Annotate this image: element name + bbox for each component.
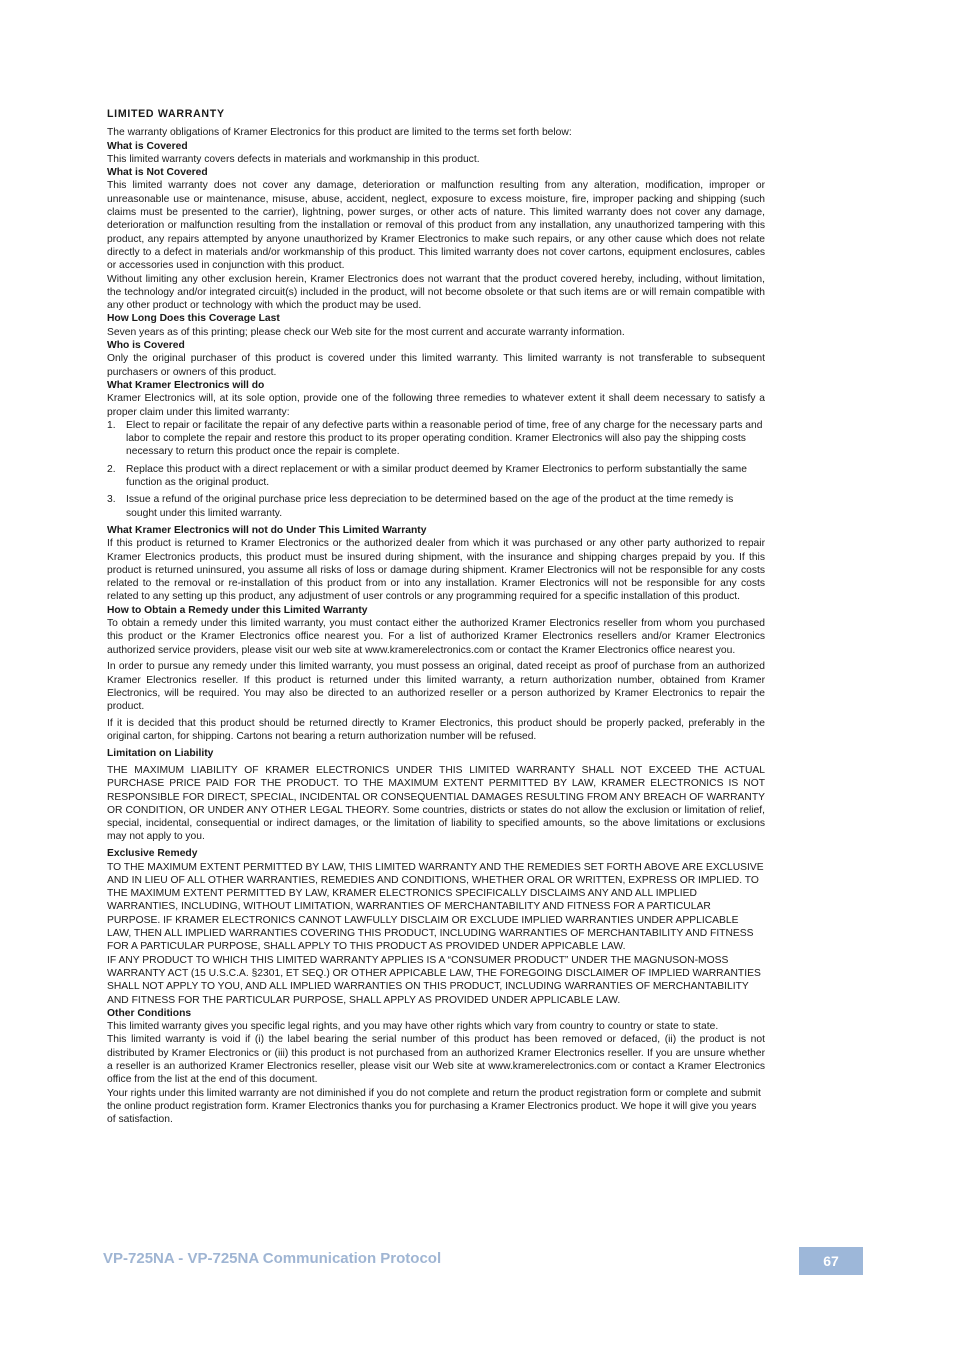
list-item-text: Replace this product with a direct replacement or with a similar product deemed by Kramer Electronics to perform substantially the same function as the original product. (126, 463, 747, 489)
intro-text: The warranty obligations of Kramer Electronics for this product are limited to the terms set forth below: (107, 127, 572, 139)
other-text: This limited warranty gives you specific legal rights, and you may have other rights which vary from country to country or state to state. (107, 1021, 719, 1033)
page-number-badge (799, 1247, 863, 1275)
other-text-3: Your rights under this limited warranty are not diminished if you do not complete and return the product registration form or complete and submit the online product registration form. Kramer Electronics thanks you for purchasing a Kramer Electronics product. We hope it will give you years of satisfaction. (107, 1087, 761, 1126)
list-item (107, 463, 765, 490)
page-title: LIMITED WARRANTY (107, 108, 225, 120)
list-item-number: 3. (107, 494, 116, 506)
how-long-text: Seven years as of this printing; please check our Web site for the most current and accurate warranty information. (107, 326, 625, 338)
section-heading-covered: What is Covered (107, 140, 188, 152)
section-heading-exclusive: Exclusive Remedy (107, 848, 198, 860)
section-heading-not-covered: What is Not Covered (107, 167, 208, 179)
liability-text: THE MAXIMUM LIABILITY OF KRAMER ELECTRONICS UNDER THIS LIMITED WARRANTY SHALL NOT EXCEED THE ACTUAL PURCHASE PRICE PAID FOR THE PRODUCT. TO THE MAXIMUM EXTENT PERMITTED BY LAW, KRAMER ELECTRONICS IS NOT RESPONSIBLE FOR DIRECT, SPECIAL, INCIDENTAL OR CONSEQUENTIAL DAMAGES RESULTING FROM ANY BREACH OF WARRANTY OR CONDITION, OR UNDER ANY OTHER LEGAL THEORY. Some countries, districts or states do not allow the exclusion or limitation of relief, special, incidental, consequential or indirect damages, or the limitation of liability to specified amounts, so the above limitations or exclusions may not apply to you. (107, 764, 765, 843)
page-number: 67 (823, 1253, 839, 1269)
not-covered-text-2: Without limiting any other exclusion herein, Kramer Electronics does not warrant that the product covered hereby, including, without limitation, the technology and/or integrated circuit(s) included in the product, will not become obsolete or that such items are or will remain compatible with any other product or technology with which the product may be used. (107, 273, 765, 312)
exclusive-text: TO THE MAXIMUM EXTENT PERMITTED BY LAW, THIS LIMITED WARRANTY AND THE REMEDIES SET FORTH ABOVE ARE EXCLUSIVE AND IN LIEU OF ALL OTHER WARRANTIES, REMEDIES AND CONDITIONS, WHETHER ORAL OR WRITTEN, EXPRESS OR IMPLIED. TO THE MAXIMUM EXTENT PERMITTED BY LAW, KRAMER ELECTRONICS SPECIFICALLY DISCLAIMS ANY AND ALL IMPLIED WARRANTIES, INCLUDING, WITHOUT LIMITATION, WARRANTIES OF MERCHANTABILITY AND FITNESS FOR A PARTICULAR PURPOSE. IF KRAMER ELECTRONICS CANNOT LAWFULLY DISCLAIM OR EXCLUDE IMPLIED WARRANTIES UNDER APPLICABLE LAW, THEN ALL IMPLIED WARRANTIES COVERING THIS PRODUCT, INCLUDING WARRANTIES OF MERCHANTABILITY AND FITNESS FOR A PARTICULAR PURPOSE, SHALL APPLY TO THIS PRODUCT AS PROVIDED UNDER APPICABLE LAW. (107, 861, 764, 953)
covered-text: This limited warranty covers defects in materials and workmanship in this product. (107, 153, 480, 165)
who-text: Only the original purchaser of this product is covered under this limited warranty. This limited warranty is not transferable to subsequent purchasers or owners of this product. (107, 353, 765, 378)
section-heading-will-not-do: What Kramer Electronics will not do Under This Limited Warranty (107, 524, 427, 536)
section-heading-obtain: How to Obtain a Remedy under this Limited Warranty (107, 604, 368, 616)
list-item-number: 1. (107, 419, 116, 431)
obtain-text-2: In order to pursue any remedy under this limited warranty, you must possess an original, dated receipt as proof of purchase from an authorized Kramer Electronics reseller. If this product is returned under this limited warranty, a return authorization number, obtained from Kramer Electronics, will be required. You may also be directed to an authorized reseller or a person authorized by Kramer Electronics to repair the product. (107, 661, 765, 713)
list-item (107, 493, 765, 520)
other-text-2: This limited warranty is void if (i) the label bearing the serial number of this product has been removed or defaced, (ii) the product is not distributed by Kramer Electronics or (iii) this product is not purchased from an authorized Kramer Electronics reseller. If you are unsure whether a reseller is an authorized Kramer Electronics reseller, please visit our Web site at www.kramerelectronics.com or contact a Kramer Electronics office from the list at the end of this document. (107, 1034, 765, 1086)
will-not-do-text: If this product is returned to Kramer Electronics or the authorized dealer from which it was purchased or any other party authorized to repair Kramer Electronics products, this product must be insured during shipment, with the insurance and shipping charges prepaid by you. If this product is returned uninsured, you assume all risks of loss or damage during shipment. Kramer Electronics will not be responsible for any costs related to the removal or re-installation of this product from or into any installation. Kramer Electronics will not be responsible for any costs related to any setting up this product, any adjustment of user controls or any programming required for a specific installation of this product. (107, 538, 765, 603)
footer-title: VP-725NA - VP-725NA Communication Protocol (103, 1250, 442, 1267)
section-heading-will-do: What Kramer Electronics will do (107, 379, 265, 391)
remedy-list (107, 419, 765, 520)
list-item (107, 419, 765, 459)
will-do-intro: Kramer Electronics will, at its sole option, provide one of the following three remedies to whatever extent it shall deem necessary to satisfy a proper claim under this limited warranty: (107, 393, 765, 418)
not-covered-text: This limited warranty does not cover any damage, deterioration or malfunction resulting from any alteration, modification, improper or unreasonable use or maintenance, misuse, abuse, accident, neglect, exposure to excess moisture, fire, improper packing and shipping (such claims must be presented to the carrier), lightning, power surges, or other acts of nature. This limited warranty does not cover any damage, deterioration or malfunction resulting from the installation or removal of this product from any installation, any unauthorized tampering with this product, any repairs attempted by anyone unauthorized by Kramer Electronics to make such repairs, or any other cause which does not relate directly to a defect in materials and/or workmanship of this product. This limited warranty does not cover cartons, equipment enclosures, cables or accessories used in conjunction with this product. (107, 180, 765, 272)
list-item-text: Issue a refund of the original purchase price less depreciation to be determined based on the age of the product at the time remedy is sought under this limited warranty. (126, 494, 734, 519)
section-heading-other: Other Conditions (107, 1007, 192, 1019)
obtain-text-3: If it is decided that this product should be returned directly to Kramer Electronics, this product should be properly packed, preferably in the original carton, for shipping. Cartons not bearing a return authorization number will be refused. (107, 718, 765, 743)
exclusive-text-2: IF ANY PRODUCT TO WHICH THIS LIMITED WARRANTY APPLIES IS A “CONSUMER PRODUCT” UNDER THE MAGNUSON-MOSS WARRANTY ACT (15 U.S.C.A. §2301, ET SEQ.) OR OTHER APPICABLE LAW, THE FOREGOING DISCLAIMER OF IMPLIED WARRANTIES SHALL NOT APPLY TO YOU, AND ALL IMPLIED WARRANTIES ON THIS PRODUCT, INCLUDING WARRANTIES OF MERCHANTABILITY AND FITNESS FOR THE PARTICULAR PURPOSE, SHALL APPLY AS PROVIDED UNDER APPLICABLE LAW. (107, 954, 761, 1006)
obtain-text: To obtain a remedy under this limited warranty, you must contact either the authorized Kramer Electronics reseller from whom you purchased this product or the Kramer Electronics office nearest you. For a list of authorized Kramer Electronics resellers and/or Kramer Electronics authorized service providers, please visit our web site at www.kramerelectronics.com or contact the Kramer Electronics office nearest you. (107, 617, 765, 656)
section-heading-who: Who is Covered (107, 340, 185, 352)
section-heading-how-long: How Long Does this Coverage Last (107, 313, 280, 325)
warranty-content (107, 108, 765, 1126)
list-item-number: 2. (107, 463, 116, 475)
section-heading-liability: Limitation on Liability (107, 748, 214, 760)
list-item-text: Elect to repair or facilitate the repair of any defective parts within a reasonable period of time, free of any charge for the necessary parts and labor to complete the repair and restore this product to its proper operating condition. Kramer Electronics will also pay the shipping costs necessary to return this product once the repair is complete. (126, 419, 763, 458)
